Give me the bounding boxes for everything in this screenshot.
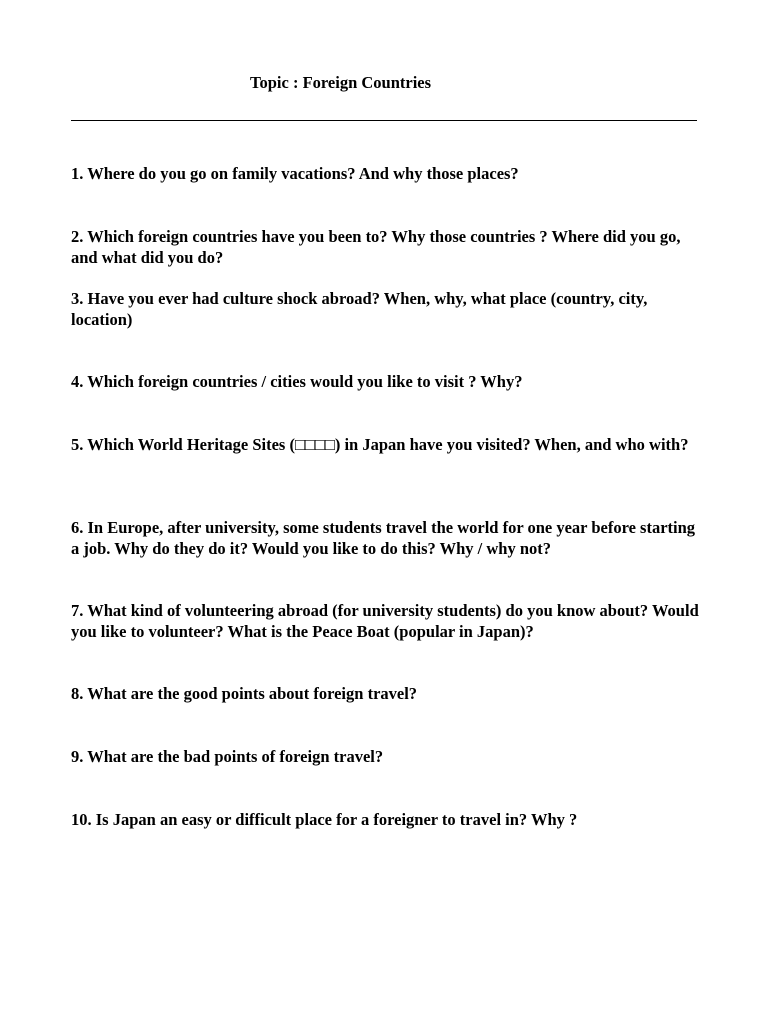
question-2: 2. Which foreign countries have you been to? Why those countries ? Where did you go, and what did you do? [71,227,681,267]
question-6: 6. In Europe, after university, some students travel the world for one year before starting a job. Why do they do it? Would you like to do this? Why / why not? [71,518,696,558]
question-5: 5. Which World Heritage Sites (□□□□) in Japan have you visited? When, and who with? [71,435,689,454]
question-7: 7. What kind of volunteering abroad (for university students) do you know about? Would you like to volunteer? What is the Peace Boat (popular in Japan)? [71,601,699,641]
question-4: 4. Which foreign countries / cities would you like to visit ? Why? [71,372,523,391]
question-3: 3. Have you ever had culture shock abroad? When, why, what place (country, city, location) [71,289,648,329]
question-10: 10. Is Japan an easy or difficult place for a foreigner to travel in? Why ? [71,810,578,829]
question-8: 8. What are the good points about foreign travel? [71,684,418,703]
title-divider [71,120,697,121]
question-9: 9. What are the bad points of foreign travel? [71,747,384,766]
page-title: Topic : Foreign Countries [250,73,432,92]
question-1: 1. Where do you go on family vacations? And why those places? [71,164,519,183]
